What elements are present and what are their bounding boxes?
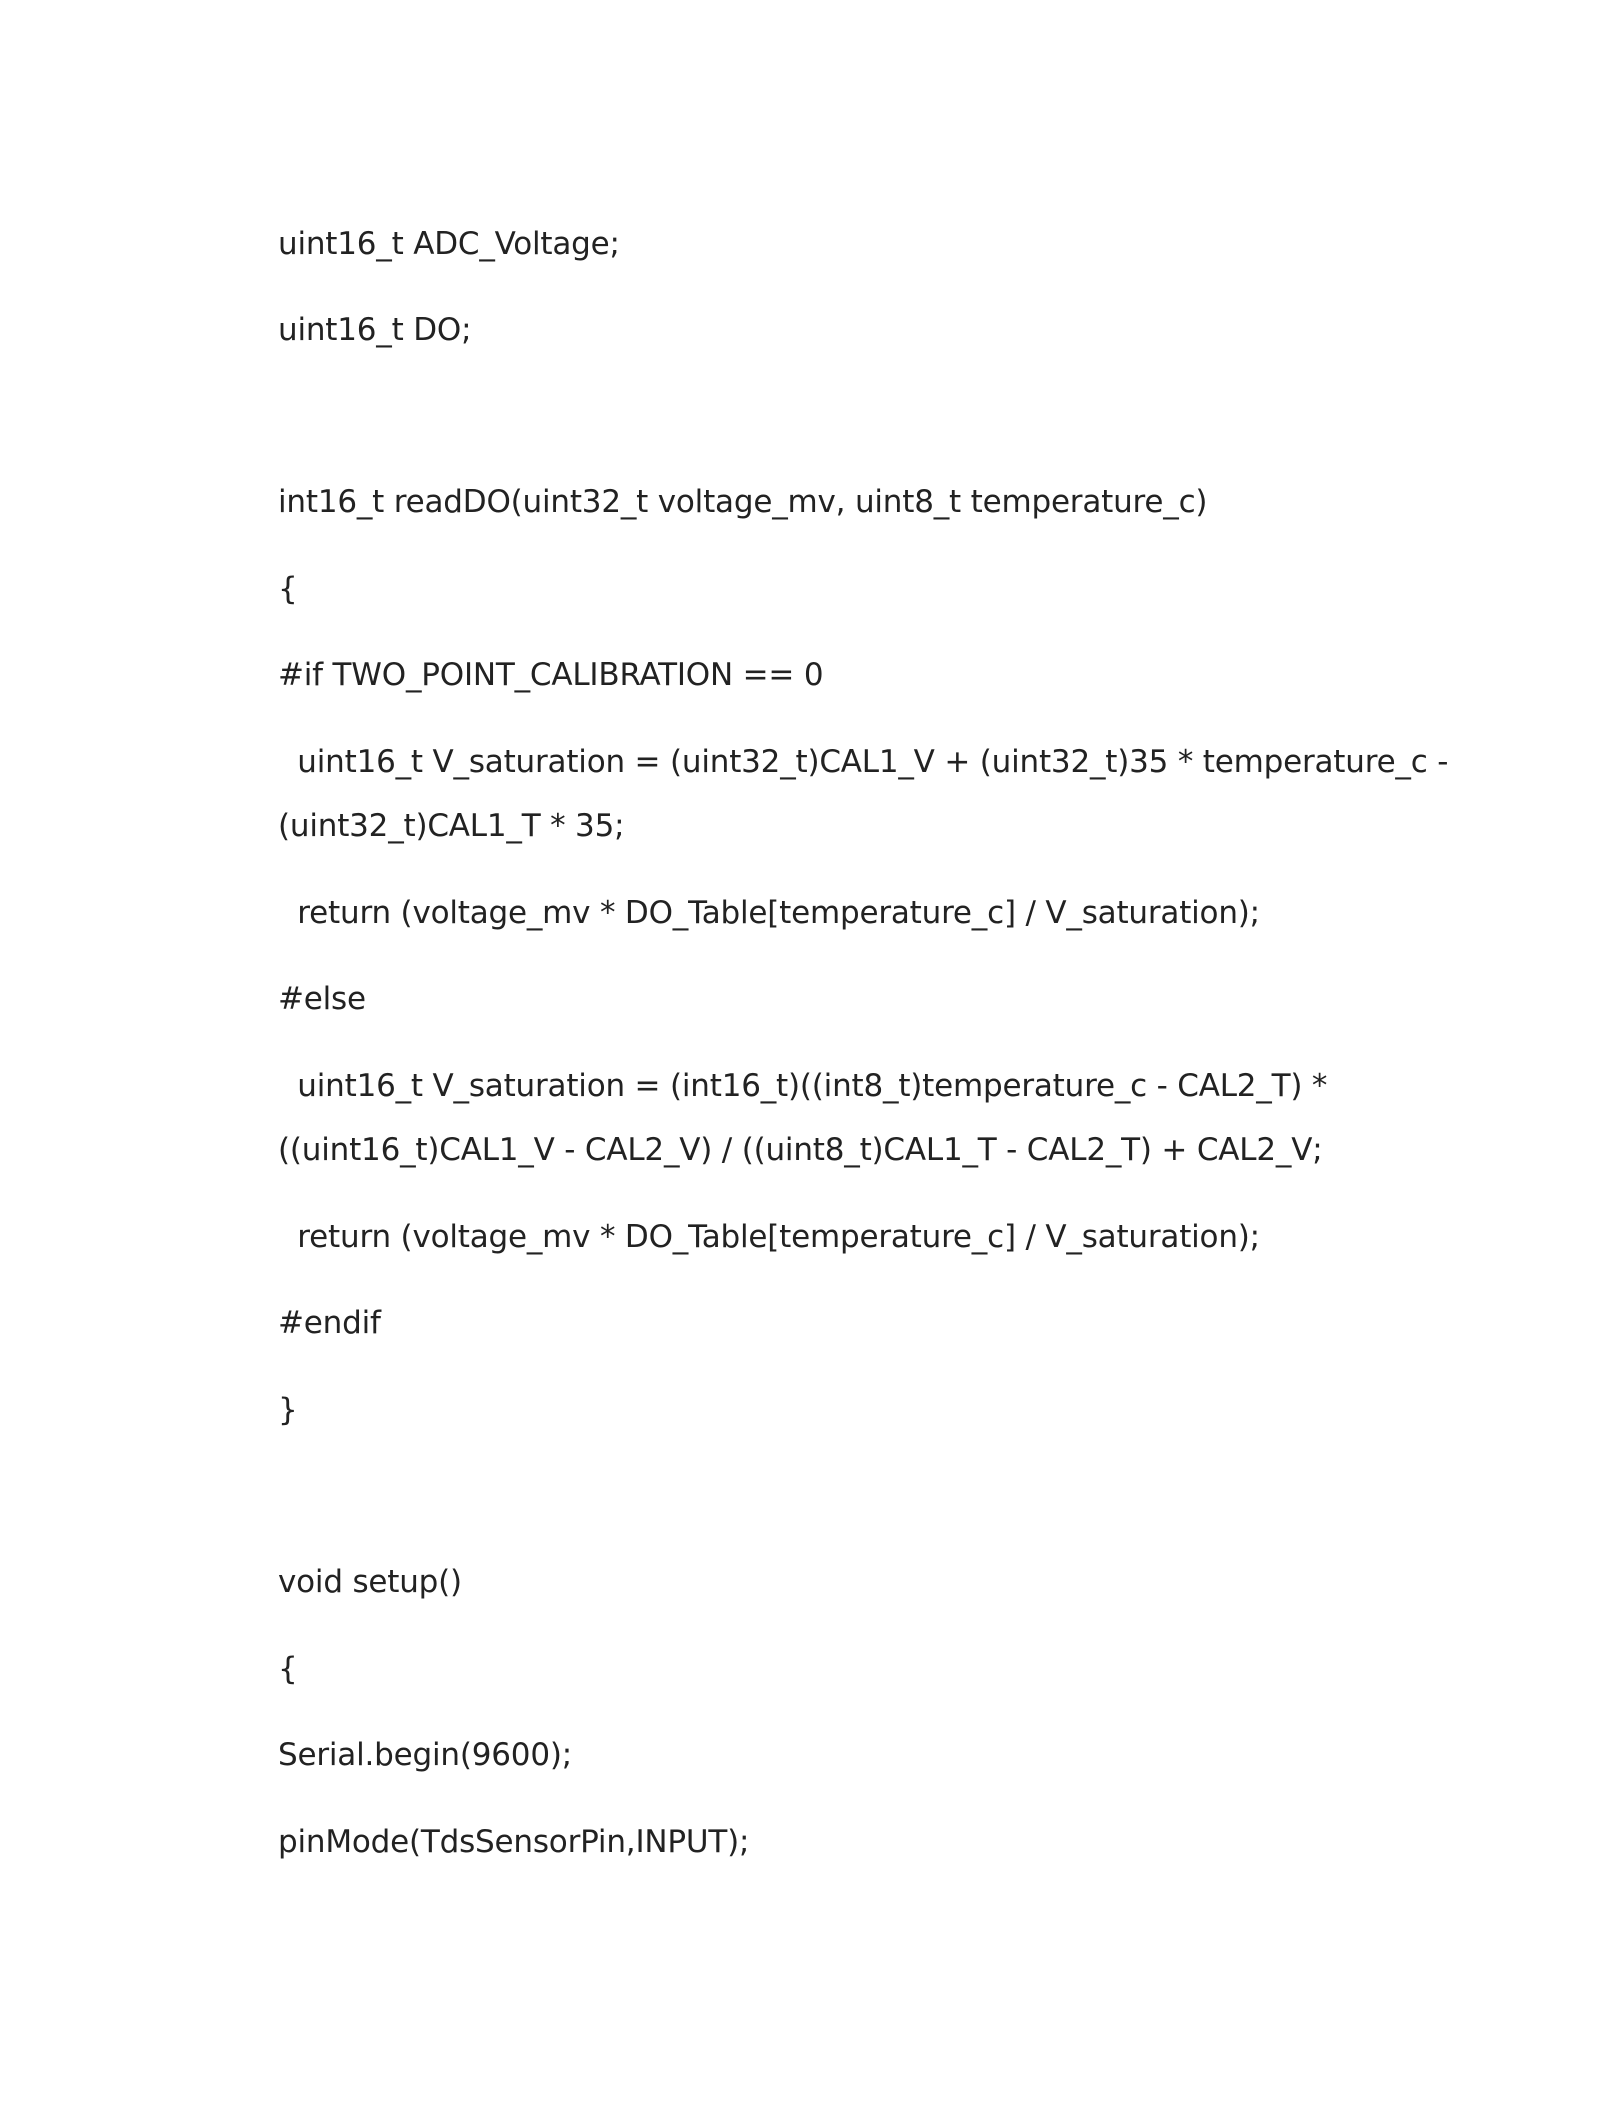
code-line: return (voltage_mv * DO_Table[temperature_c] / V_saturation); [278,895,1260,931]
code-line: uint16_t DO; [278,312,472,348]
code-line: (uint32_t)CAL1_T * 35; [278,808,625,844]
code-line: void setup() [278,1564,462,1600]
code-line: Serial.begin(9600); [278,1737,572,1773]
code-line: return (voltage_mv * DO_Table[temperature_c] / V_saturation); [278,1219,1260,1255]
code-line: uint16_t V_saturation = (uint32_t)CAL1_V + (uint32_t)35 * temperature_c - [278,744,1449,780]
code-line: #endif [278,1305,381,1341]
code-line: uint16_t V_saturation = (int16_t)((int8_t)temperature_c - CAL2_T) * [278,1068,1328,1104]
code-line: pinMode(TdsSensorPin,INPUT); [278,1824,750,1860]
code-line: int16_t readDO(uint32_t voltage_mv, uint8_t temperature_c) [278,484,1208,520]
code-line: { [278,571,298,607]
code-line: } [278,1392,298,1428]
code-line: uint16_t ADC_Voltage; [278,226,620,262]
code-line: #if TWO_POINT_CALIBRATION == 0 [278,657,824,693]
code-line: { [278,1651,298,1687]
code-line: ((uint16_t)CAL1_V - CAL2_V) / ((uint8_t)CAL1_T - CAL2_T) + CAL2_V; [278,1132,1323,1168]
code-line: #else [278,981,366,1017]
